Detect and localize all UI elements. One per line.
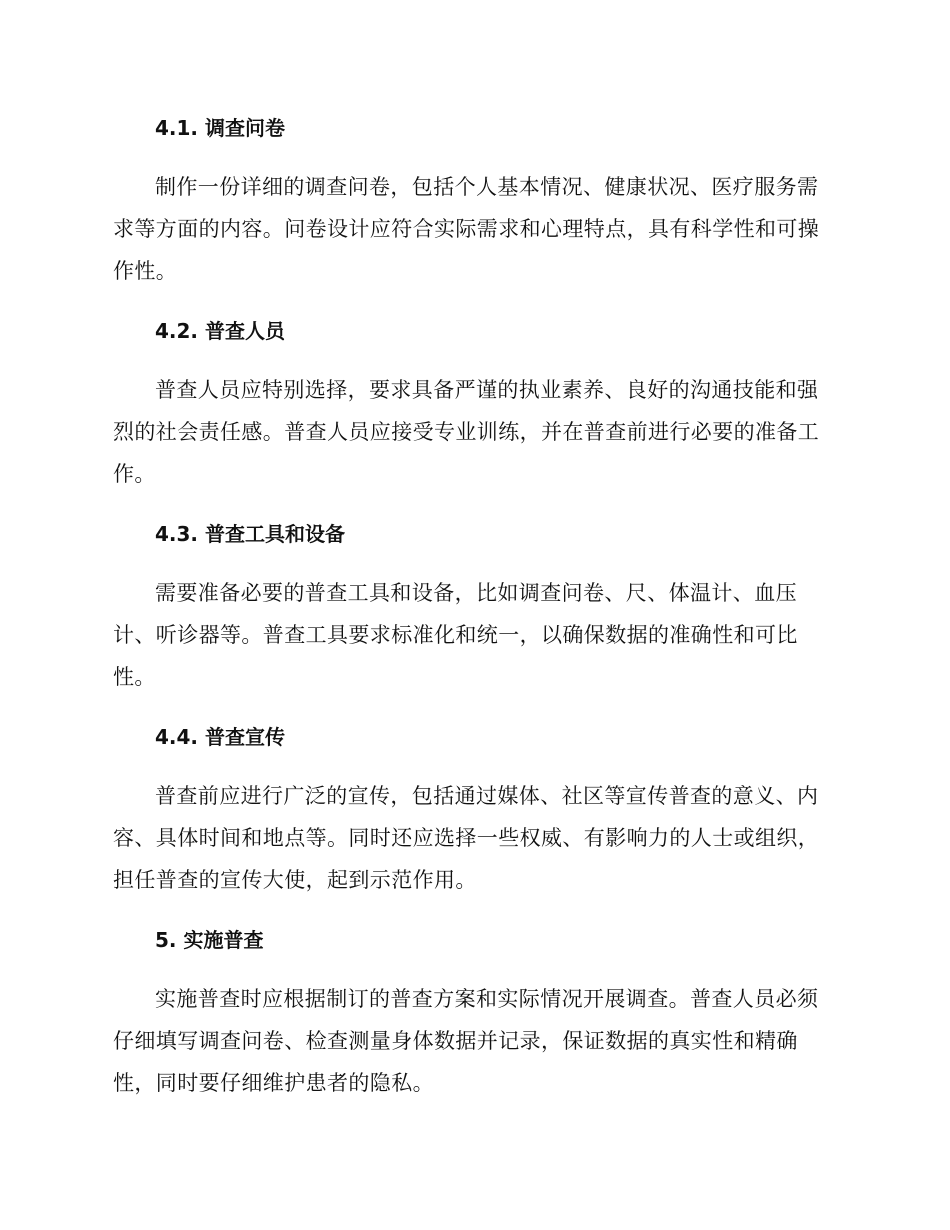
section-paragraph: 实施普查时应根据制订的普查方案和实际情况开展调查。普查人员必须仔细填写调查问卷、检查测量身体数据并记录，保证数据的真实性和精确性，同时要仔细维护患者的隐私。 (113, 987, 819, 1095)
section-heading: 4.2. 普查人员 (155, 319, 285, 343)
section-paragraph: 普查人员应特别选择，要求具备严谨的执业素养、良好的沟通技能和强烈的社会责任感。普查人员应接受专业训练，并在普查前进行必要的准备工作。 (113, 378, 820, 486)
section-paragraph: 需要准备必要的普查工具和设备，比如调查问卷、尺、体温计、血压计、听诊器等。普查工具要求标准化和统一，以确保数据的准确性和可比性。 (113, 581, 798, 689)
section-survey-implementation (113, 920, 835, 1104)
section-paragraph: 普查前应进行广泛的宣传，包括通过媒体、社区等宣传普查的意义、内容、具体时间和地点等。同时还应选择一些权威、有影响力的人士或组织，担任普查的宣传大使，起到示范作用。 (113, 784, 820, 892)
section-survey-tools (113, 514, 835, 698)
section-survey-questionnaire (113, 108, 835, 292)
section-paragraph: 制作一份详细的调查问卷，包括个人基本情况、健康状况、医疗服务需求等方面的内容。问卷设计应符合实际需求和心理特点，具有科学性和可操作性。 (113, 175, 820, 283)
document-page (113, 108, 835, 1123)
section-heading: 4.1. 调查问卷 (155, 116, 285, 140)
section-survey-staff (113, 311, 835, 495)
section-heading: 4.4. 普查宣传 (155, 725, 285, 749)
section-survey-publicity (113, 717, 835, 901)
section-heading: 4.3. 普查工具和设备 (155, 522, 345, 546)
section-heading: 5. 实施普查 (155, 928, 264, 952)
